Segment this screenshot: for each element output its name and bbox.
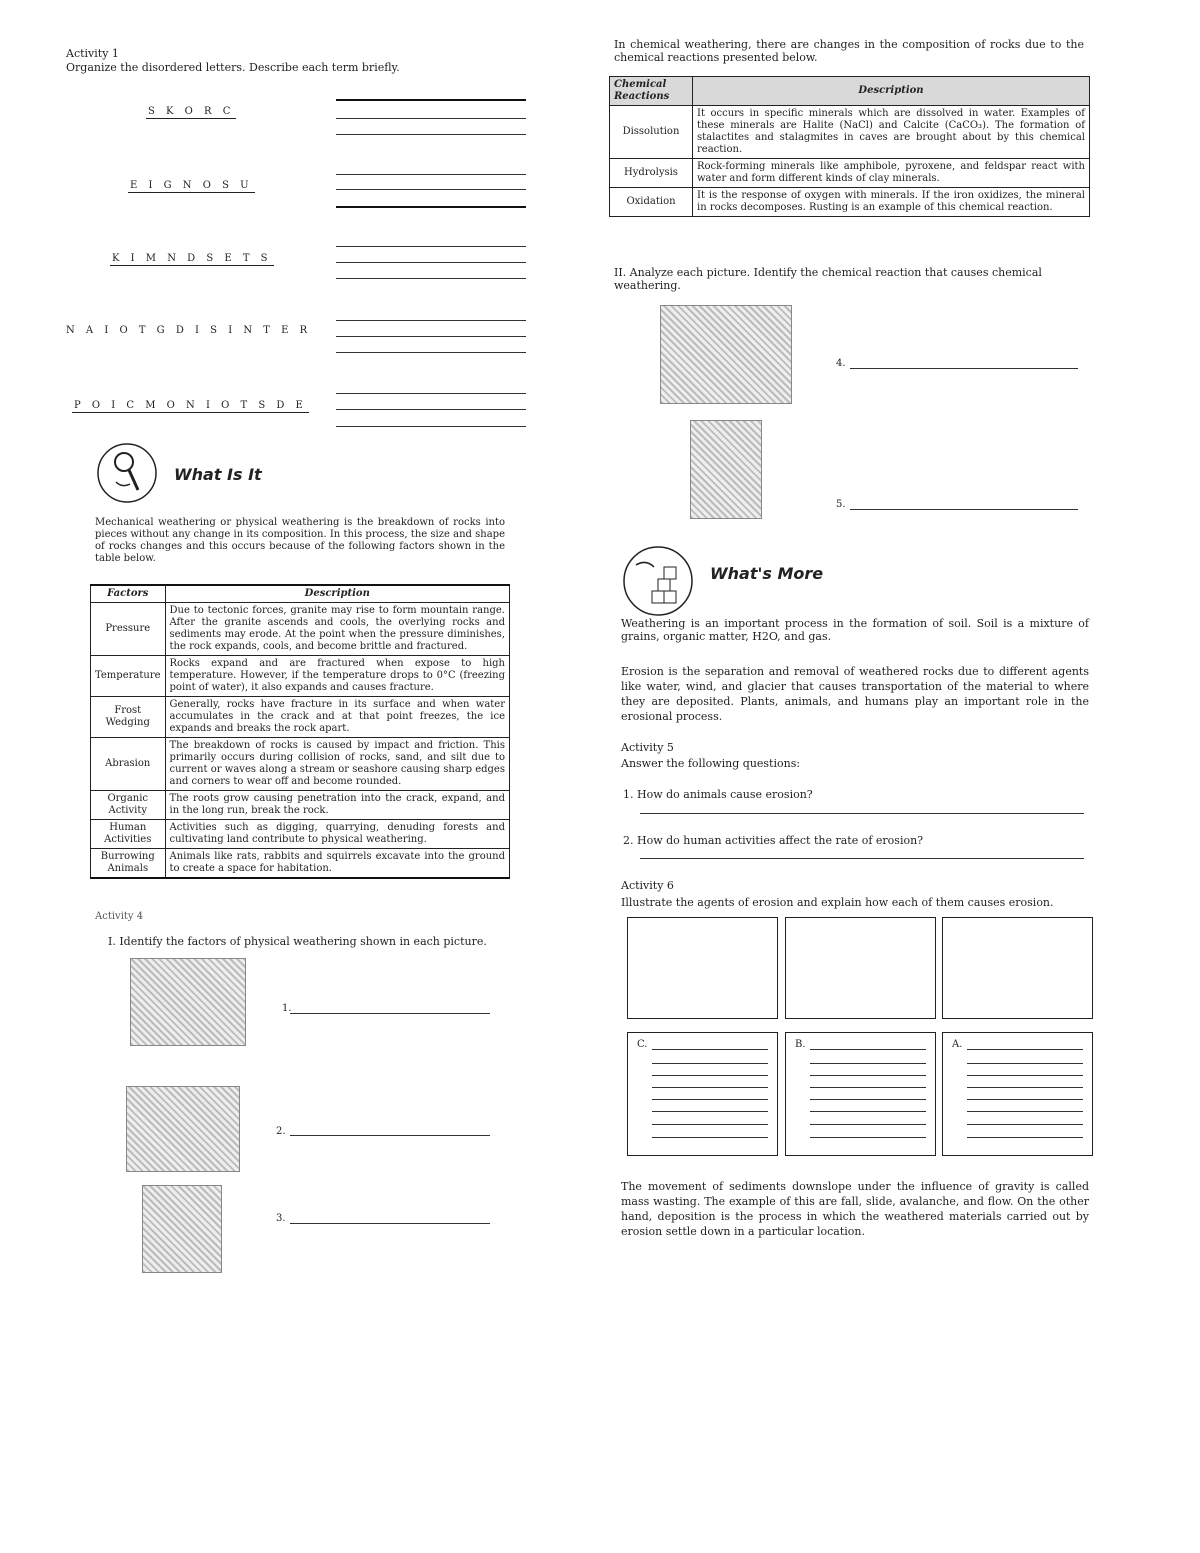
activity4-instruction: I. Identify the factors of physical weathering shown in each picture. [108,935,487,948]
scrambled-word-5: P O I C M O N I O T S D E [74,400,307,411]
answer-line[interactable] [640,858,1084,859]
box-label: B. [795,1039,806,1050]
chemical-reactions-table [609,76,1090,217]
explanation-box-b[interactable] [785,1032,936,1156]
table-row: Organic Activity The roots grow causing penetration into the crack, expand, and in the long run, break the rock. [91,791,510,820]
answer-line[interactable] [336,393,526,394]
chemical-picture-5 [690,420,762,519]
question-1: 1. How do animals cause erosion? [623,788,813,801]
answer-line[interactable] [336,262,526,263]
answer-line[interactable] [850,509,1078,510]
table-row: Burrowing Animals Animals like rats, rabbits and squirrels excavate into the ground to create a space for habitation. [91,849,510,879]
picture-number: 3. [276,1213,286,1224]
answer-line[interactable] [290,1135,490,1136]
answer-line[interactable] [850,368,1078,369]
table-row: Abrasion The breakdown of rocks is caused by impact and friction. This primarily occurs during collision of rocks, sand, and silt due to current or waves along a stream or seashore causing sharp edges and corners to wear off and become rounded. [91,738,510,791]
chemical-description-header: Description [693,77,1090,106]
analyze-instruction: II. Analyze each picture. Identify the chemical reaction that causes chemical weathering. [614,266,1042,292]
activity4-title: Activity 4 [95,911,144,922]
answer-line[interactable] [290,1223,490,1224]
magnifier-icon [96,442,158,504]
table-row: Hydrolysis Rock-forming minerals like amphibole, pyroxene, and feldspar react with water and form different kinds of clay minerals. [610,159,1090,188]
chemical-picture-4 [660,305,792,404]
description-header: Description [165,585,509,603]
explanation-box-c[interactable] [627,1032,778,1156]
blocks-icon [622,545,694,617]
table-row: Temperature Rocks expand and are fractured when expose to high temperature. However, if the temperature drops to 0°C (freezing point of water), it also expands and causes fracture. [91,656,510,697]
mechanical-weathering-paragraph: Mechanical weathering or physical weathering is the breakdown of rocks into pieces without any change in its composition. In this process, the size and shape of rocks changes and this occurs because of the following factors shown in the table below. [95,517,505,564]
weathering-picture-1 [130,958,246,1046]
answer-line[interactable] [336,118,526,119]
table-row: Dissolution It occurs in specific minerals which are dissolved in water. Examples of these minerals are Halite (NaCl) and Calcite (CaCO₃). The formation of stalactites and stalagmites in caves are brought about by this chemical reaction. [610,106,1090,159]
activity5-instruction: Answer the following questions: [621,757,801,770]
table-row: Oxidation It is the response of oxygen with minerals. If the iron oxidizes, the mineral in rocks decomposes. Rusting is an example of this chemical reaction. [610,188,1090,217]
illustration-box[interactable] [627,917,778,1019]
table-row: Pressure Due to tectonic forces, granite may rise to form mountain range. After the granite ascends and cools, the overlying rocks and sediments may erode. At the point when the pressure diminishes, the rock expands, cools, and become brittle and fractured. [91,603,510,656]
factors-table [90,584,510,879]
answer-line[interactable] [640,813,1084,814]
box-label: C. [637,1039,648,1050]
answer-line[interactable] [336,206,526,208]
soil-paragraph: Weathering is an important process in the formation of soil. Soil is a mixture of grains, organic matter, H2O, and gas. [621,617,1089,643]
whats-more-title: What's More [710,564,824,583]
explanation-box-a[interactable] [942,1032,1093,1156]
mass-wasting-paragraph: The movement of sediments downslope under the influence of gravity is called mass wasting. The example of this are fall, slide, avalanche, and flow. On the other hand, deposition is the process in which the weathered materials carried out by erosion settle down in a particular location. [621,1180,1089,1238]
weathering-picture-3 [142,1185,222,1273]
answer-line[interactable] [336,189,526,190]
weathering-picture-2 [126,1086,240,1172]
question-2: 2. How do human activities affect the rate of erosion? [623,834,924,847]
answer-line[interactable] [336,134,526,135]
activity6-instruction: Illustrate the agents of erosion and explain how each of them causes erosion. [621,896,1054,909]
illustration-box[interactable] [942,917,1093,1019]
table-row: Human Activities Activities such as digging, quarrying, denuding forests and cultivating land contribute to physical weathering. [91,820,510,849]
answer-line[interactable] [336,352,526,353]
scrambled-word-3: K I M N D S E T S [112,253,272,264]
answer-line[interactable] [336,278,526,279]
chemical-intro: In chemical weathering, there are changes in the composition of rocks due to the chemical reactions presented below. [614,38,1084,64]
answer-line[interactable] [336,409,526,410]
factors-header: Factors [91,585,166,603]
box-label: A. [952,1039,963,1050]
answer-line[interactable] [336,426,526,427]
picture-number: 1. [282,1003,292,1014]
chemical-reactions-header: Chemical Reactions [610,77,693,106]
scrambled-word-2: E I G N O S U [130,180,253,191]
activity1-title: Activity 1 [66,47,119,60]
answer-line[interactable] [336,246,526,247]
activity5-title: Activity 5 [621,741,674,754]
table-row: Frost Wedging Generally, rocks have fracture in its surface and when water accumulates in the crack and at that point freezes, the ice expands and breaks the rock apart. [91,697,510,738]
answer-line[interactable] [336,99,526,101]
answer-line[interactable] [336,174,526,175]
answer-line[interactable] [336,336,526,337]
what-is-it-title: What Is It [174,465,262,484]
activity6-title: Activity 6 [621,879,674,892]
activity1-instruction: Organize the disordered letters. Describe each term briefly. [66,61,400,74]
picture-number: 5. [836,499,846,510]
illustration-box[interactable] [785,917,936,1019]
scrambled-word-1: S K O R C [148,106,235,117]
erosion-paragraph: Erosion is the separation and removal of weathered rocks due to different agents like water, wind, and glacier that causes transportation of the material to where they are deposited. Plants, animals, and humans play an important role in the erosional process. [621,665,1089,723]
picture-number: 2. [276,1126,286,1137]
answer-line[interactable] [290,1013,490,1014]
scrambled-word-4: N A I O T G D I S I N T E R [66,325,312,336]
answer-line[interactable] [336,320,526,321]
picture-number: 4. [836,358,846,369]
